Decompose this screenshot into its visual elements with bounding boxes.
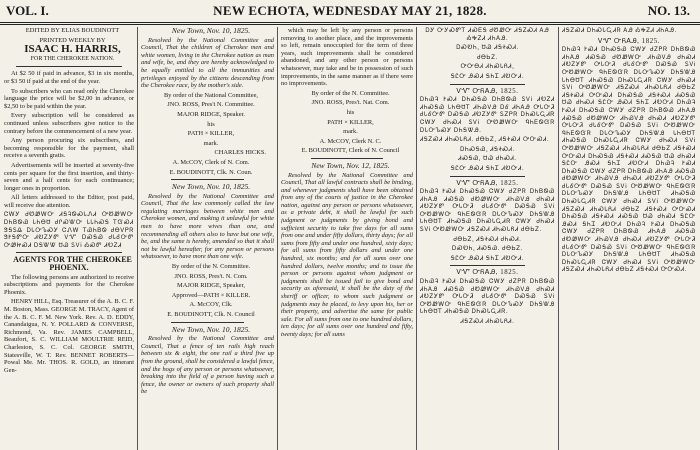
signature-line: By order of the N. Committee. bbox=[171, 263, 251, 271]
cherokee-line: ᏧᎾᏏᏃ, ᏗᎦᏐᏍᏗ ᏧᏂᏍᏗ. bbox=[453, 235, 522, 243]
signature-line: his bbox=[207, 120, 215, 128]
cherokee-dateline: ᏙᏉ ᏅᏲᎪᎯ, 1825. bbox=[456, 269, 519, 277]
signature-line: A. McCOY, Clk. bbox=[189, 301, 233, 309]
terms-paragraph: Advertisements will be inserted at seventy-five cents per square for the first insertion, and thirty-seven and a half cents for each continuance; longer ones in proportion. bbox=[4, 161, 134, 192]
cherokee-line: ᎦᏝᏅ ᎯᏍᏗ ᎦᏂᏆ ᏗᎧᏅᏗ. bbox=[450, 72, 525, 80]
printed-line: PRINTED WEEKLY BY bbox=[39, 36, 106, 44]
column-rule bbox=[558, 27, 559, 450]
cherokee-paragraph: ᎠᏂᏯᎸ ᎨᏍᏗ ᎠᏂᏍᎦᏯ ᎠᏂᏴᏫᏯ ᏚᏙᎥ ᏗᎧᏃᏗ ᏗᏂᏍᎦᏯ ᏓᏂᎾᏌᎢ ᏗᏂᏯᏙᎯ ᎠᎴ ᏗᏂᎪᎯ ᎤᏓᏅᏘ ᏧᏓᎴᏅᏛ ᎠᏍᎦᏯ ᏗᎧᏃᎩᏛ ᏚᏃᏢᏒ ᎠᏂᏍᏓᏩᏗᏒ ᏣᎳᎩ ᏧᏂᏍᏗ ᏚᏙᎥ ᎤᏬᏪᎳᏅ ᏄᏂᎬᏫᏳᏒ ᎠᏓᏅᏖᏍᎩ ᎠᏂᎦᏔᎯ. bbox=[420, 96, 555, 134]
column-rule bbox=[137, 27, 138, 450]
signature-line: mark. bbox=[343, 128, 358, 136]
resolution-text: Resolved by the National Committee and Council, That a fence of ten rails high reach between six & eight, the one rail a third five up from the ground, shall be considered a lawful fence, and the hogs of any person or persons whatsoever, breaking into the field of a person having such a fence, the owner or owners of such property shall be bbox=[141, 335, 274, 396]
column-rule bbox=[277, 27, 278, 450]
cherokee-terms: ᏣᎳᎩ ᏧᏬᏪᎳᏅ ᏗᎦᎸᏫᏍᏓᏁᏗ ᎤᏬᏪᎳᏅ ᎠᏂᏴᏫᏯ ᏓᏂᎾᏌ ᏧᎵᏍᏔᏅ ᏓᏓᏂᏍᎦ ᎢᏳᏍᏗ ᏕᎦᏚᎲ ᎠᏓᏅᏖᏍᎩ ᏣᏁᎳ ᎢᏯᏂᏴᏫ ᏧᎾᏙᏢᏒ ᏕᎨᎦᏛᏅ ᏗᎧᏃᎩᏛ ᏙᏉ ᎠᏍᎦᏯ ᏧᏓᎴᏅᏛ ᎤᏪᏥᏍᏗ ᎠᎦᏔᏔ ᏌᏊ ᏚᏙᎥ ᎣᏍᏛ ᏗᎧᏃᏗ bbox=[4, 211, 134, 249]
masthead-title: NEW ECHOTA, WEDNESDAY MAY 21, 1828. bbox=[213, 3, 487, 18]
signature-line: mark. bbox=[203, 139, 219, 147]
terms-paragraph: Any person procuring six subscribers, and becoming responsible for the payment, shall receive a seventh gratis. bbox=[4, 137, 134, 160]
masthead bbox=[0, 0, 700, 25]
signature-line: PATH × KILLER, bbox=[187, 130, 235, 138]
dateline: New Town, Nov. 10, 1825. bbox=[171, 182, 251, 192]
divider bbox=[450, 84, 525, 85]
signature-line: JNO. ROSS, Pres't N. Committee. bbox=[167, 101, 255, 109]
dateline: New Town, Nov. 12, 1825. bbox=[311, 160, 390, 170]
column-3 bbox=[281, 27, 413, 450]
signature-line: Approved—PATH × KILLER. bbox=[171, 291, 251, 299]
terms-paragraph: To subscribers who can read only the Cherokee language the price will be $2,00 in advance, or $2,50 to be paid within the year. bbox=[4, 87, 134, 110]
cherokee-line: ᎦᏝᏅ ᎯᏍᏗ ᎦᏂᏆ ᏗᎧᏅᏗ. bbox=[450, 164, 525, 172]
agents-heading: AGENTS FOR THE CHEROKEE PHOENIX. bbox=[13, 255, 132, 273]
signature-line: A. McCOY, Clerk N. C. bbox=[319, 137, 382, 145]
cherokee-paragraph: ᏗᎦᏃᏍᏗ ᎠᏂᏍᏓᏩᏗᏒ ᎪᎯ ᎣᎭᏃᏗ ᏗᏂᎪᎯ. bbox=[562, 27, 677, 34]
signature-line: E. BOUDINOTT, Clk. N. Coun. bbox=[169, 168, 253, 176]
signature-line: E. BOUDINOTT, Clk. N. Council bbox=[167, 311, 255, 318]
column-2 bbox=[141, 27, 274, 450]
cherokee-dateline: ᏙᏉ ᏅᏲᎪᎯ, 1825. bbox=[456, 87, 519, 95]
issue-number: NO. 13. bbox=[647, 3, 690, 18]
cherokee-line: ᏗᎦᏃᏍᏗ ᏗᏂᏍᏓᏲᏗ. bbox=[460, 318, 515, 325]
resolution-text: which may be left by any person or persons removing to another place, and the improvements so left, remain unoccupied for the term of three years, such improvements shall be considered abandoned, and any other person or persons whatsoever, may take and be in possession of such improvements, in the same manner as if there were no improvements. bbox=[281, 27, 413, 88]
volume-number: VOL. I. bbox=[6, 3, 49, 18]
column-1 bbox=[4, 27, 134, 450]
divider bbox=[171, 179, 244, 180]
cherokee-line: ᎦᏝᏅ ᎯᏍᏗ ᎦᏂᏆ ᏗᎧᏅᏗ. bbox=[450, 254, 525, 262]
signature-line: MAJOR RIDGE, Speaker. bbox=[177, 110, 245, 118]
signature-line: By order of the N. Committee. bbox=[311, 89, 390, 97]
cherokee-dateline: ᏙᏉ ᏅᏲᎪᎯ, 1825. bbox=[456, 179, 519, 187]
cherokee-dateline: ᏙᏉ ᏅᏲᎪᎯ, 1825. bbox=[597, 37, 661, 45]
cherokee-line: ᎠᏂᏍᎦᏯ, ᏗᎦᏐᏍᏗ. bbox=[460, 145, 515, 153]
dateline: New Town, Nov. 10, 1825. bbox=[171, 27, 251, 35]
cherokee-line: ᏗᏍᎦᏯ, ᏌᏊ ᏧᏂᏍᏗ. bbox=[458, 155, 517, 163]
divider bbox=[16, 66, 122, 67]
signature-line: A. McCOY, Clerk of N. Com. bbox=[172, 158, 250, 166]
column-5 bbox=[562, 27, 696, 450]
printer-name: ISAAC H. HARRIS, bbox=[24, 43, 121, 56]
divider bbox=[311, 158, 383, 159]
cherokee-line: ᎠᎩ ᏅᎩᏍᏛᎢ ᏗᏍᎬᎦ ᏧᏬᏪᏅ ᏗᎦᏃᏍᏗ ᎪᎯ ᎣᎭᏃᏗ ᏗᏂᎪᎯ. bbox=[425, 27, 550, 42]
column-4 bbox=[420, 27, 555, 450]
agents-intro: The following persons are authorized to receive subscriptions and payments for the Cherokee Phoenix. bbox=[4, 273, 134, 296]
cherokee-line: ᎤᏅᎾᏗ ᏗᏂᏍᏓᏲᏗ, bbox=[460, 63, 515, 71]
agents-list: HENRY HILL, Esq. Treasurer of the A. B. C. F. M. Boston, Mass. GEORGE M. TRACY, Agent of the A. B. C. F. M. New York. Rev. A. D. EDDY, Canandaigua, N. Y. POLLARD & CONVERSE, Richmond, Va. Rev. JAMES CAMPBELL, Beaufort, S. C. WILLIAM MOULTRIE REID, Charleston, S. C. Col. GEORGE SMITH, Statesville, W. T. Rev. BENNET ROBERTS—Powal Me. Mr. THOS. R. GOLD, an itinerant Gen- bbox=[4, 298, 134, 374]
resolution-text: Resolved by the National Committee and Council, That the law commonly called the law regulating marriages between white men and Cherokee women, and making it unlawful for white men to have more wives than one, and recommending all others also to have but one wife, be, and the same is hereby, amended so that it shall not be lawful hereafter, for any person or persons whatsoever, to have more than one wife. bbox=[141, 192, 274, 261]
signature-line: his bbox=[346, 108, 355, 116]
signature-line: CHARLES HICKS. bbox=[214, 149, 266, 157]
cherokee-line: ᎠᏍᎧᏂ, ᏌᏊ ᏗᎦᏐᏍᏗ. bbox=[456, 44, 519, 52]
printer-subline: FOR THE CHEROKEE NATION. bbox=[30, 55, 115, 62]
column-rule bbox=[416, 27, 417, 450]
divider bbox=[450, 265, 525, 266]
terms-paragraph: At $2 50 if paid in advance, $3 in six months, or $3 50 if paid at the end of the year. bbox=[4, 70, 134, 85]
signature-line: By order of the National Committee, bbox=[163, 91, 259, 99]
editor-line: EDITED BY ELIAS BOUDINOTT bbox=[25, 27, 120, 34]
terms-paragraph: Every subscription will be considered as continued unless subscribers give notice to the contrary before the commencement of a new year. bbox=[4, 112, 134, 135]
dateline: New Town, Nov. 10, 1825. bbox=[171, 324, 251, 334]
divider bbox=[16, 252, 122, 253]
signature-line: PATH × KILLER, bbox=[327, 118, 374, 126]
signature-line: E. BOUDINOTT, Clerk of N. Council bbox=[301, 147, 400, 155]
cherokee-paragraph: ᎠᏂᏯᎸ ᎨᏍᏗ ᎠᏂᏍᎦᏯ ᏣᎳᎩ ᏧᏃᏢᏒ ᎠᏂᏴᏫᏯ ᏗᏂᎪᎯ ᏗᏍᎦᏯ ᏧᏬᏪᎳᏅ ᏗᏂᏯᏙᎯ ᏧᏂᏍᏗ ᏗᎧᏃᎩᏛ ᎤᏓᏅᏘ ᏧᏓᎴᏅᏛ ᎠᏍᎦᏯ ᏚᏙᎥ ᎤᏬᏪᎳᏅ ᏄᏂᎬᏫᏳᏒ ᎠᏓᏅᏖᏍᎩ ᎠᏂᎦᏔᎯ ᏓᏂᎾᏌᎢ ᏗᏂᏍᎦᏯ ᎠᏂᏍᏓᏩᏗᏒ. bbox=[420, 278, 555, 316]
resolution-text: Resolved by the National Committee and Council, That all lawful contracts shall be binding, and whenever judgments shall have been obtained from any of the courts of justice in the Cherokee nation, against any person or persons whatsoever, as a private debt, it shall be lawful for such judgment or judgments by giving bond and sufficient security to take five days for all sums from one and under fifty dollars, thirty days; for all sums from fifty and under one hundred, sixty days; for all sums from fifty dollars and under one hundred, six months; and for all sums over one hundred dollars, twelve months; and to issue the person or persons against whom judgment or judgments shall be issued fail to give bond and security as aforesaid, it shall be the duty of the sheriff or officer, to whom such judgment or judgments may be placed, to levy upon his, her or their property, and advertise the same for public sale. For all sums from one to one hundred dollars, ten days; for all sums over one hundred and fifty, twenty days; for all sums bbox=[281, 171, 413, 338]
signature-line: JNO. ROSS, Pres't. N. Com. bbox=[174, 272, 248, 280]
divider bbox=[450, 176, 525, 177]
signature-line: MAJOR RIDGE, Speaker, bbox=[177, 282, 245, 290]
cherokee-paragraph: ᎠᏂᏯᎸ ᎨᏍᏗ ᎠᏂᏍᎦᏯ ᏣᎳᎩ ᏧᏃᏢᏒ ᎠᏂᏴᏫᏯ ᏗᏂᎪᎯ ᏗᏍᎦᏯ ᏧᏬᏪᎳᏅ ᏗᏂᏯᏙᎯ ᏧᏂᏍᏗ ᏗᎧᏃᎩᏛ ᎤᏓᏅᏘ ᏧᏓᎴᏅᏛ ᎠᏍᎦᏯ ᏚᏙᎥ ᎤᏬᏪᎳᏅ ᏄᏂᎬᏫᏳᏒ ᎠᏓᏅᏖᏍᎩ ᎠᏂᎦᏔᎯ ᏓᏂᎾᏌᎢ ᏗᏂᏍᎦᏯ ᎠᏂᏍᏓᏩᏗᏒ ᏣᎳᎩ ᏧᏂᏍᏗ ᏚᏙᎥ ᎤᏬᏪᎳᏅ ᏗᎦᏃᏍᏗ ᏗᏂᏍᏓᏲᏗ ᏧᎾᏏᏃ ᏗᎦᏐᏍᏗ ᎤᏅᏍᏗ ᎠᏂᏍᎦᏯ ᏗᎦᏐᏍᏗ ᏗᏍᎦᏯ ᏌᏊ ᏧᏂᏍᏗ ᎦᏝᏅ ᎯᏍᏗ ᎦᏂᏆ ᏗᎧᏅᏗ ᎠᏂᏯᎸ ᎨᏍᏗ ᎠᏂᏍᎦᏯ ᏣᎳᎩ ᏧᏃᏢᏒ ᎠᏂᏴᏫᏯ ᏗᏂᎪᎯ ᏗᏍᎦᏯ ᏧᏬᏪᎳᏅ ᏗᏂᏯᏙᎯ ᏧᏂᏍᏗ ᏗᎧᏃᎩᏛ ᎤᏓᏅᏘ ᏧᏓᎴᏅᏛ ᎠᏍᎦᏯ ᏚᏙᎥ ᎤᏬᏪᎳᏅ ᏄᏂᎬᏫᏳᏒ ᎠᏓᏅᏖᏍᎩ ᎠᏂᎦᏔᎯ ᏓᏂᎾᏌᎢ ᏗᏂᏍᎦᏯ ᎠᏂᏍᏓᏩᏗᏒ ᏣᎳᎩ ᏧᏂᏍᏗ ᏚᏙᎥ ᎤᏬᏪᎳᏅ ᏗᎦᏃᏍᏗ ᏗᏂᏍᏓᏲᏗ ᏧᎾᏏᏃ ᏗᎦᏐᏍᏗ ᎤᏅᏍᏗ ᎠᏂᏍᎦᏯ ᏗᎦᏐᏍᏗ ᏗᏍᎦᏯ ᏌᏊ ᏧᏂᏍᏗ ᎦᏝᏅ ᎯᏍᏗ ᎦᏂᏆ ᏗᎧᏅᏗ ᎠᏂᏯᎸ ᎨᏍᏗ ᎠᏂᏍᎦᏯ ᏣᎳᎩ ᏧᏃᏢᏒ ᎠᏂᏴᏫᏯ ᏗᏂᎪᎯ ᏗᏍᎦᏯ ᏧᏬᏪᎳᏅ ᏗᏂᏯᏙᎯ ᏧᏂᏍᏗ ᏗᎧᏃᎩᏛ ᎤᏓᏅᏘ ᏧᏓᎴᏅᏛ ᎠᏍᎦᏯ ᏚᏙᎥ ᎤᏬᏪᎳᏅ ᏄᏂᎬᏫᏳᏒ ᎠᏓᏅᏖᏍᎩ ᎠᏂᎦᏔᎯ ᏓᏂᎾᏌᎢ ᏗᏂᏍᎦᏯ ᎠᏂᏍᏓᏩᏗᏒ ᏣᎳᎩ ᏧᏂᏍᏗ ᏚᏙᎥ ᎤᏬᏪᎳᏅ ᏗᎦᏃᏍᏗ ᏗᏂᏍᏓᏲᏗ ᏧᎾᏏᏃ ᏗᎦᏐᏍᏗ ᎤᏅᏍᏗ ᎠᏂᏍᎦᏯ ᏗᎦᏐᏍᏗ ᏗᏍᎦᏯ ᏌᏊ ᏧᏂᏍᏗ ᎦᏝᏅ ᎯᏍᏗ ᎦᏂᏆ ᏗᎧᏅᏗ ᎠᏂᏯᎸ ᎨᏍᏗ ᎠᏂᏍᎦᏯ ᏣᎳᎩ ᏧᏃᏢᏒ ᎠᏂᏴᏫᏯ ᏗᏂᎪᎯ ᏗᏍᎦᏯ ᏧᏬᏪᎳᏅ ᏗᏂᏯᏙᎯ ᏧᏂᏍᏗ ᏗᎧᏃᎩᏛ ᎤᏓᏅᏘ ᏧᏓᎴᏅᏛ ᎠᏍᎦᏯ ᏚᏙᎥ ᎤᏬᏪᎳᏅ ᏄᏂᎬᏫᏳᏒ ᎠᏓᏅᏖᏍᎩ ᎠᏂᎦᏔᎯ ᏓᏂᎾᏌᎢ ᏗᏂᏍᎦᏯ ᎠᏂᏍᏓᏩᏗᏒ ᏣᎳᎩ ᏧᏂᏍᏗ ᏚᏙᎥ ᎤᏬᏪᎳᏅ ᏗᎦᏃᏍᏗ ᏗᏂᏍᏓᏲᏗ ᏧᎾᏏᏃ ᏗᎦᏐᏍᏗ ᎤᏅᏍᏗ. bbox=[562, 46, 696, 274]
cherokee-paragraph: ᎠᏂᏯᎸ ᎨᏍᏗ ᎠᏂᏍᎦᏯ ᏣᎳᎩ ᏧᏃᏢᏒ ᎠᏂᏴᏫᏯ ᏗᏂᎪᎯ ᏗᏍᎦᏯ ᏧᏬᏪᎳᏅ ᏗᏂᏯᏙᎯ ᏧᏂᏍᏗ ᏗᎧᏃᎩᏛ ᎤᏓᏅᏘ ᏧᏓᎴᏅᏛ ᎠᏍᎦᏯ ᏚᏙᎥ ᎤᏬᏪᎳᏅ ᏄᏂᎬᏫᏳᏒ ᎠᏓᏅᏖᏍᎩ ᎠᏂᎦᏔᎯ ᏓᏂᎾᏌᎢ ᏗᏂᏍᎦᏯ ᎠᏂᏍᏓᏩᏗᏒ ᏣᎳᎩ ᏧᏂᏍᏗ ᏚᏙᎥ ᎤᏬᏪᎳᏅ ᏗᎦᏃᏍᏗ ᏗᏂᏍᏓᏲᏗ ᏧᎾᏏᏃ. bbox=[420, 188, 555, 234]
terms-paragraph: All letters addressed to the Editor, post paid, will receive due attention. bbox=[4, 194, 134, 209]
divider bbox=[171, 322, 244, 323]
cherokee-paragraph: ᏗᎦᏃᏍᏗ ᏗᏂᏍᏓᏲᏗ. ᏧᎾᏏᏃ, ᏗᎦᏐᏍᏗ ᎤᏅᏍᏗ. bbox=[420, 136, 550, 144]
cherokee-line: ᏧᎾᏏᏃ. bbox=[477, 53, 498, 61]
cherokee-line: ᎠᏍᎧᏂ, ᏗᏍᎦᏯ. ᏧᎾᏏᏃ. bbox=[452, 245, 523, 253]
resolution-text: Resolved by the National Committee and Council, That the children of Cherokee men and white women, living in the Cherokee nation as man and wife, be, and they are hereby acknowledged to be equally entitled to all the immunities and privileges enjoyed by the citizens descending from the Cherokee race, by the mother's side. bbox=[141, 36, 274, 90]
signature-line: JNO. ROSS, Pres't. Nat. Com. bbox=[311, 99, 390, 107]
